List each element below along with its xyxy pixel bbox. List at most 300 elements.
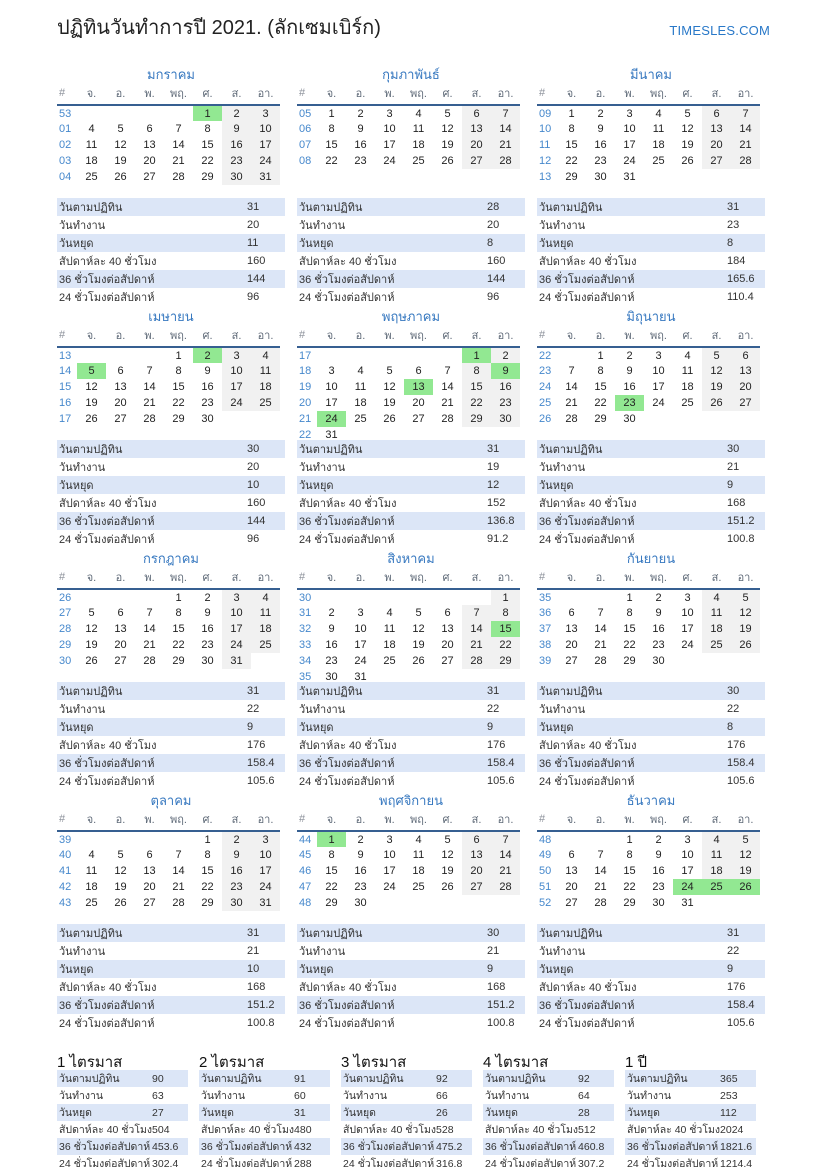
week-number: 32	[299, 623, 312, 635]
day-cell: 24	[681, 639, 694, 651]
month-block-2	[297, 64, 525, 306]
stat-value: 176	[727, 981, 746, 993]
day-cell: 28	[594, 897, 607, 909]
stat-value: 475.2	[436, 1140, 463, 1153]
day-cell: 5	[88, 607, 95, 619]
stat-row	[57, 978, 285, 996]
day-cell: 23	[615, 395, 644, 411]
week-number: 17	[59, 413, 72, 425]
stat-label: วันตามปฏิทิน	[539, 202, 603, 214]
stat-row	[297, 270, 525, 288]
day-cell: 21	[594, 639, 607, 651]
stat-value: 9	[727, 963, 734, 975]
week-number: 12	[539, 155, 552, 167]
stat-label: วันหยุด	[59, 238, 94, 250]
month-block-11	[297, 790, 525, 1032]
day-cell: 4	[702, 831, 731, 847]
day-cell: 15	[172, 623, 185, 635]
week-row	[57, 347, 280, 363]
day-cell: 17	[325, 397, 338, 409]
stat-row	[57, 942, 285, 960]
day-cell: 6	[462, 831, 491, 847]
week-number: 50	[539, 865, 552, 877]
day-cell: 21	[491, 137, 520, 153]
stat-row	[341, 1138, 472, 1155]
week-number-header: #	[537, 326, 557, 347]
stat-value: 144	[487, 273, 506, 285]
week-number: 45	[299, 849, 312, 861]
day-cell: 3	[386, 833, 393, 846]
day-cell: 9	[204, 365, 211, 377]
stat-label: วันหยุด	[299, 964, 334, 976]
brand-link[interactable]: TIMESLES.COM	[669, 23, 770, 38]
stat-row	[57, 252, 285, 270]
weekday-header-row	[57, 810, 280, 831]
day-cell: 21	[594, 881, 607, 893]
stat-value: 288	[294, 1157, 312, 1170]
day-cell: 24	[354, 655, 367, 667]
day-cell: 14	[441, 381, 454, 393]
summary-block-1	[57, 1050, 192, 1172]
empty-day-cell	[404, 895, 433, 911]
stat-value: 26	[436, 1106, 448, 1119]
stat-row	[57, 234, 285, 252]
week-number-header: #	[57, 84, 77, 105]
stat-row	[297, 772, 525, 790]
day-cell: 31	[325, 429, 338, 441]
calendar-area	[297, 568, 525, 682]
stat-row	[297, 682, 525, 700]
week-number: 19	[299, 381, 312, 393]
week-number-header: #	[57, 810, 77, 831]
week-row	[537, 895, 760, 911]
week-number: 26	[59, 591, 72, 604]
stats-table	[57, 924, 285, 1032]
stat-row	[483, 1070, 614, 1087]
stat-row	[483, 1104, 614, 1121]
week-number: 17	[299, 349, 312, 362]
day-cell: 14	[491, 121, 520, 137]
day-cell: 26	[731, 879, 760, 895]
stat-label: 24 ชั่วโมงต่อสัปดาห์	[59, 1018, 155, 1030]
weekday-header: พ.	[135, 84, 164, 105]
month-calendar	[57, 810, 280, 911]
stat-label: 36 ชั่วโมงต่อสัปดาห์	[201, 1141, 293, 1153]
week-row	[537, 621, 760, 637]
day-cell: 21	[731, 137, 760, 153]
day-cell: 17	[681, 865, 694, 877]
empty-day-cell	[317, 589, 346, 605]
empty-day-cell	[673, 169, 702, 185]
week-number: 52	[539, 897, 552, 909]
stat-label: 36 ชั่วโมงต่อสัปดาห์	[539, 274, 635, 286]
day-cell: 8	[491, 605, 520, 621]
stats-table	[341, 1070, 472, 1172]
day-cell: 19	[114, 881, 127, 893]
stat-row	[57, 494, 285, 512]
weekday-header: จ.	[77, 810, 106, 831]
stat-value: 105.6	[487, 775, 515, 787]
day-cell: 20	[114, 639, 127, 651]
day-cell: 15	[594, 381, 607, 393]
day-cell: 29	[172, 655, 185, 667]
day-cell: 4	[684, 349, 691, 362]
day-cell: 19	[114, 155, 127, 167]
day-cell: 21	[172, 155, 185, 167]
stat-value: 100.8	[727, 533, 755, 545]
day-cell: 2	[222, 105, 251, 121]
weekday-header: อ.	[106, 810, 135, 831]
empty-day-cell	[106, 589, 135, 605]
day-cell: 15	[325, 139, 338, 151]
stat-label: 36 ชั่วโมงต่อสัปดาห์	[299, 758, 395, 770]
stat-value: 23	[727, 219, 740, 231]
week-row	[537, 637, 760, 653]
stat-label: สัปดาห์ละ 40 ชั่วโมง	[59, 498, 157, 510]
week-number: 27	[59, 607, 72, 619]
stat-row	[297, 978, 525, 996]
stat-row	[57, 270, 285, 288]
day-cell: 6	[146, 849, 153, 861]
weekday-header-row	[57, 568, 280, 589]
stat-label: สัปดาห์ละ 40 ชั่วโมง	[299, 256, 397, 268]
day-cell: 8	[626, 849, 633, 861]
stat-value: 31	[247, 201, 260, 213]
month-title: กุมภาพันธ์	[382, 67, 440, 82]
stat-label: 24 ชั่วโมงต่อสัปดาห์	[627, 1158, 719, 1170]
week-row	[297, 137, 520, 153]
day-cell: 20	[143, 881, 156, 893]
day-cell: 16	[354, 865, 367, 877]
summary-title: 2 ไตรมาส	[199, 1054, 265, 1071]
stat-row	[297, 924, 525, 942]
day-cell: 27	[731, 395, 760, 411]
day-cell: 30	[222, 895, 251, 911]
day-cell: 3	[655, 349, 662, 362]
weekday-header: พ.	[375, 326, 404, 347]
day-cell: 26	[412, 655, 425, 667]
week-number: 41	[59, 865, 72, 877]
day-cell: 22	[172, 639, 185, 651]
weekday-header: อา.	[731, 84, 760, 105]
day-cell: 23	[652, 881, 665, 893]
day-cell: 27	[412, 413, 425, 425]
month-title: มกราคม	[147, 67, 195, 82]
day-cell: 2	[597, 107, 604, 120]
week-number: 49	[539, 849, 552, 861]
weekday-header: ส.	[702, 568, 731, 589]
week-row	[297, 653, 520, 669]
empty-day-cell	[375, 589, 404, 605]
month-calendar	[537, 326, 760, 427]
day-cell: 26	[441, 881, 454, 893]
stat-row	[199, 1070, 330, 1087]
day-cell: 8	[328, 123, 335, 135]
day-cell: 7	[146, 365, 153, 377]
day-cell: 30	[623, 413, 636, 425]
stat-label: วันตามปฏิทิน	[299, 686, 363, 698]
day-cell: 24	[383, 155, 396, 167]
stat-label: 36 ชั่วโมงต่อสัปดาห์	[59, 1141, 151, 1153]
weekday-header: พ.	[375, 84, 404, 105]
empty-day-cell	[644, 169, 673, 185]
stat-label: วันทำงาน	[299, 220, 346, 232]
stat-value: 96	[487, 291, 500, 303]
stat-row	[57, 1155, 188, 1172]
weekday-header: พฤ.	[164, 810, 193, 831]
empty-day-cell	[77, 831, 106, 847]
day-cell: 11	[354, 381, 367, 393]
day-cell: 23	[222, 879, 251, 895]
weekday-header: พฤ.	[644, 810, 673, 831]
weekday-header: อา.	[491, 84, 520, 105]
empty-day-cell	[222, 411, 251, 427]
day-cell: 23	[491, 395, 520, 411]
stat-row	[537, 234, 765, 252]
empty-day-cell	[462, 895, 491, 911]
stat-label: วันทำงาน	[299, 704, 346, 716]
week-row	[57, 121, 280, 137]
weekday-header: พ.	[375, 568, 404, 589]
day-cell: 17	[222, 621, 251, 637]
stat-row	[297, 1014, 525, 1032]
day-cell: 27	[143, 171, 156, 183]
day-cell: 26	[441, 155, 454, 167]
stat-label: สัปดาห์ละ 40 ชั่วโมง	[485, 1124, 579, 1136]
day-cell: 11	[702, 605, 731, 621]
stat-row	[57, 198, 285, 216]
day-cell: 11	[251, 363, 280, 379]
day-cell: 24	[623, 155, 636, 167]
weekday-header: ศ.	[673, 326, 702, 347]
stat-row	[625, 1070, 756, 1087]
day-cell: 26	[383, 413, 396, 425]
empty-day-cell	[135, 589, 164, 605]
weekday-header: ศ.	[673, 810, 702, 831]
day-cell: 9	[626, 365, 633, 377]
week-number: 36	[539, 607, 552, 619]
week-row	[57, 605, 280, 621]
day-cell: 25	[681, 397, 694, 409]
stat-row	[297, 458, 525, 476]
day-cell: 15	[491, 621, 520, 637]
month-block-10	[57, 790, 285, 1032]
stat-value: 63	[152, 1089, 164, 1102]
weekday-header: ศ.	[673, 84, 702, 105]
day-cell: 8	[204, 849, 211, 861]
day-cell: 25	[412, 155, 425, 167]
empty-day-cell	[557, 589, 586, 605]
week-number: 11	[539, 139, 551, 151]
stats-table	[297, 682, 525, 790]
stat-row	[537, 700, 765, 718]
stat-value: 160	[247, 497, 266, 509]
stat-label: วันหยุด	[539, 238, 574, 250]
day-cell: 13	[565, 865, 578, 877]
day-cell: 18	[652, 139, 665, 151]
day-cell: 16	[623, 381, 636, 393]
stat-label: 36 ชั่วโมงต่อสัปดาห์	[299, 516, 395, 528]
stat-label: วันหยุด	[59, 480, 94, 492]
stat-value: 176	[487, 739, 506, 751]
day-cell: 11	[383, 623, 396, 635]
day-cell: 3	[684, 591, 691, 604]
stat-row	[57, 754, 285, 772]
month-calendar	[57, 326, 280, 427]
day-cell: 20	[731, 379, 760, 395]
weekday-header: อา.	[731, 326, 760, 347]
calendar-area	[57, 568, 285, 682]
day-cell: 26	[731, 637, 760, 653]
stat-value: 60	[294, 1089, 306, 1102]
stats-table	[297, 924, 525, 1032]
stat-label: 24 ชั่วโมงต่อสัปดาห์	[539, 776, 635, 788]
day-cell: 29	[462, 411, 491, 427]
weekday-header: อ.	[586, 326, 615, 347]
weekday-header: จ.	[557, 810, 586, 831]
empty-day-cell	[557, 831, 586, 847]
week-row	[537, 153, 760, 169]
stat-label: 24 ชั่วโมงต่อสัปดาห์	[59, 292, 155, 304]
stat-value: 19	[487, 461, 500, 473]
week-number: 51	[539, 881, 552, 893]
week-number-header: #	[537, 568, 557, 589]
stat-label: วันทำงาน	[201, 1090, 246, 1102]
stat-label: 36 ชั่วโมงต่อสัปดาห์	[627, 1141, 719, 1153]
weekday-header-row	[537, 326, 760, 347]
stat-value: 105.6	[727, 1017, 755, 1029]
week-row	[537, 169, 760, 185]
stat-label: สัปดาห์ละ 40 ชั่วโมง	[343, 1124, 437, 1136]
day-cell: 11	[85, 865, 98, 877]
week-number: 26	[539, 413, 552, 425]
day-cell: 29	[201, 897, 214, 909]
day-cell: 28	[491, 153, 520, 169]
stat-label: 24 ชั่วโมงต่อสัปดาห์	[343, 1158, 435, 1170]
week-row	[537, 121, 760, 137]
month-block-1	[57, 64, 285, 306]
summary-grid	[57, 1050, 827, 1172]
stat-value: 96	[247, 533, 260, 545]
week-row	[57, 621, 280, 637]
day-cell: 10	[325, 381, 338, 393]
weekday-header-row	[537, 84, 760, 105]
stat-label: สัปดาห์ละ 40 ชั่วโมง	[59, 982, 157, 994]
week-number: 13	[539, 171, 552, 183]
day-cell: 10	[251, 847, 280, 863]
day-cell: 3	[251, 105, 280, 121]
weekday-header: พฤ.	[644, 568, 673, 589]
day-cell: 9	[357, 123, 364, 135]
stat-value: 151.2	[247, 999, 275, 1011]
stat-row	[537, 942, 765, 960]
day-cell: 18	[251, 621, 280, 637]
day-cell: 20	[702, 137, 731, 153]
weekday-header: จ.	[557, 568, 586, 589]
calendar-area	[57, 326, 285, 440]
day-cell: 24	[251, 879, 280, 895]
week-row	[297, 363, 520, 379]
stat-value: 158.4	[727, 999, 755, 1011]
calendar-area	[297, 326, 525, 440]
empty-day-cell	[644, 411, 673, 427]
day-cell: 14	[143, 381, 156, 393]
month-block-9	[537, 548, 765, 790]
stat-value: 9	[487, 721, 494, 733]
stat-label: วันทำงาน	[539, 220, 586, 232]
day-cell: 20	[565, 639, 578, 651]
day-cell: 24	[251, 153, 280, 169]
week-number: 40	[59, 849, 72, 861]
day-cell: 24	[222, 637, 251, 653]
day-cell: 10	[222, 605, 251, 621]
stat-row	[625, 1104, 756, 1121]
stat-row	[341, 1104, 472, 1121]
week-row	[537, 847, 760, 863]
week-number: 37	[539, 623, 552, 635]
stats-table	[625, 1070, 756, 1172]
day-cell: 5	[415, 607, 422, 619]
day-cell: 5	[731, 589, 760, 605]
week-row	[537, 589, 760, 605]
day-cell: 4	[251, 347, 280, 363]
stat-label: วันหยุด	[299, 480, 334, 492]
stat-value: 91.2	[487, 533, 509, 545]
stat-row	[57, 1121, 188, 1138]
stats-table	[537, 924, 765, 1032]
weekday-header: อา.	[731, 568, 760, 589]
stat-row	[297, 718, 525, 736]
day-cell: 19	[441, 865, 454, 877]
stat-value: 158.4	[727, 757, 755, 769]
weekday-header: อ.	[106, 84, 135, 105]
week-number: 30	[59, 655, 72, 667]
stat-value: 105.6	[247, 775, 275, 787]
stat-label: สัปดาห์ละ 40 ชั่วโมง	[539, 256, 637, 268]
weekday-header: พฤ.	[404, 810, 433, 831]
day-cell: 18	[412, 139, 425, 151]
weekday-header: ส.	[702, 810, 731, 831]
weekday-header: อ.	[106, 568, 135, 589]
month-title: สิงหาคม	[387, 551, 435, 566]
day-cell: 22	[594, 397, 607, 409]
day-cell: 16	[222, 863, 251, 879]
weekday-header: ส.	[702, 84, 731, 105]
stats-table	[483, 1070, 614, 1172]
day-cell: 19	[731, 863, 760, 879]
stat-value: 168	[487, 981, 506, 993]
day-cell: 15	[325, 865, 338, 877]
calendar-area	[57, 810, 285, 924]
stat-label: วันตามปฏิทิน	[59, 928, 123, 940]
day-cell: 3	[222, 589, 251, 605]
day-cell: 12	[702, 363, 731, 379]
stat-value: 302.4	[152, 1157, 179, 1170]
day-cell: 2	[655, 833, 662, 846]
stat-label: วันตามปฏิทิน	[539, 686, 603, 698]
day-cell: 8	[328, 849, 335, 861]
summary-title: 4 ไตรมาส	[483, 1054, 549, 1071]
day-cell: 18	[681, 381, 694, 393]
weekday-header-row	[297, 326, 520, 347]
stat-value: 31	[294, 1106, 306, 1119]
month-calendar	[297, 84, 520, 169]
stat-label: วันทำงาน	[59, 1090, 104, 1102]
day-cell: 5	[444, 107, 451, 120]
day-cell: 24	[673, 879, 702, 895]
weekday-header: พฤ.	[404, 84, 433, 105]
stat-label: วันตามปฏิทิน	[485, 1073, 546, 1085]
